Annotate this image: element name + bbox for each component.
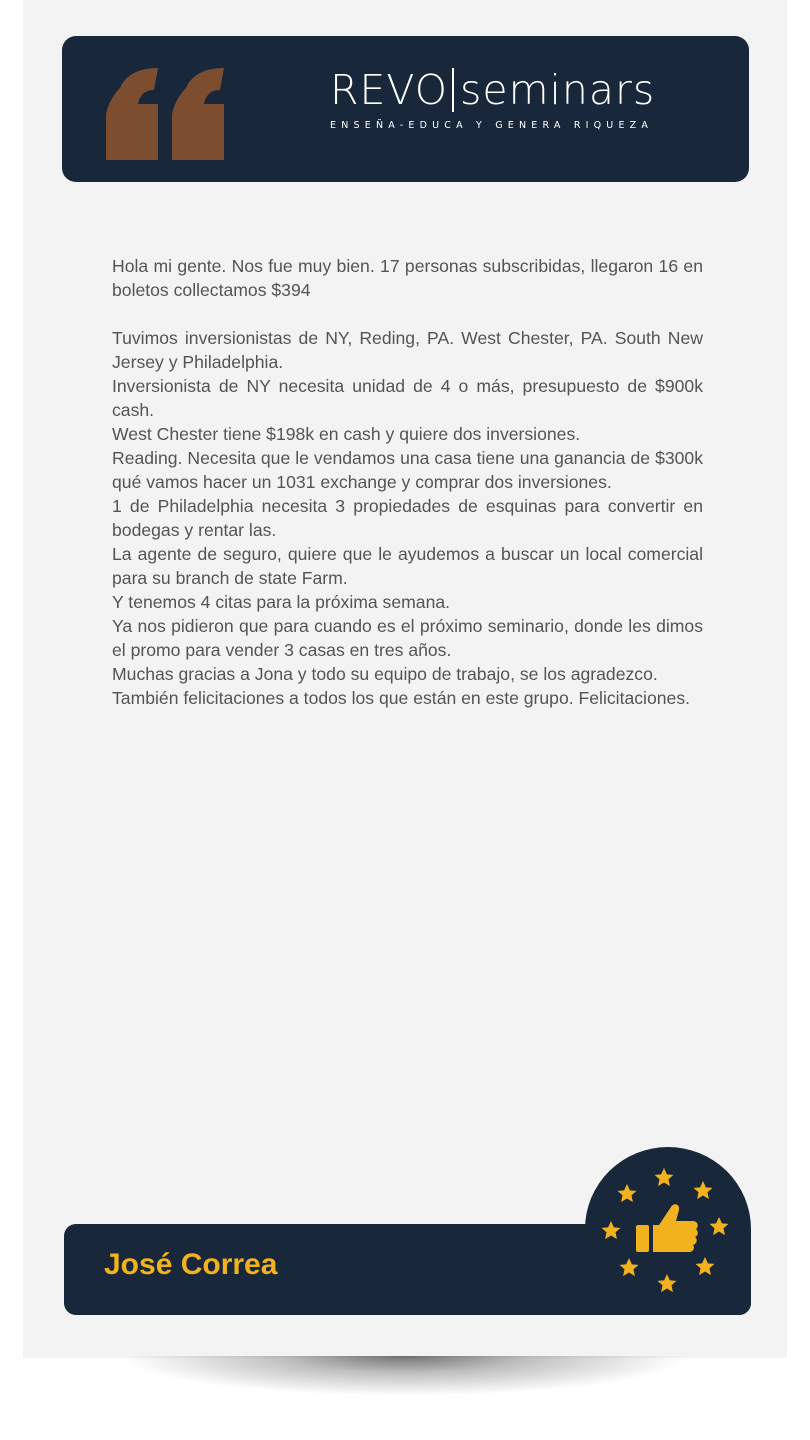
testimonial-intro: Hola mi gente. Nos fue muy bien. 17 personas subscribidas, llegaron 16 en boletos collectamos $394 bbox=[112, 256, 703, 300]
brand-name-right: seminars bbox=[460, 66, 656, 114]
card-shadow bbox=[120, 1356, 690, 1396]
paragraph-gap bbox=[112, 302, 703, 326]
author-name: José Correa bbox=[104, 1248, 278, 1281]
testimonial-paragraph: Inversionista de NY necesita unidad de 4 o más, presupuesto de $900k cash. bbox=[112, 376, 703, 420]
brand-tagline: ENSEÑA-EDUCA Y GENERA RIQUEZA bbox=[330, 120, 654, 131]
brand-name bbox=[330, 66, 710, 114]
testimonial-paragraph: La agente de seguro, quiere que le ayudemos a buscar un local comercial para su branch de state Farm. bbox=[112, 544, 703, 588]
header-banner bbox=[62, 36, 749, 182]
testimonial-paragraph: Reading. Necesita que le vendamos una casa tiene una ganancia de $300k qué vamos hacer un 1031 exchange y comprar dos inversiones. bbox=[112, 448, 703, 492]
testimonial-paragraph: West Chester tiene $198k en cash y quiere dos inversiones. bbox=[112, 424, 581, 444]
quote-icon bbox=[106, 68, 226, 160]
testimonial-text bbox=[112, 254, 703, 710]
thumbs-up-stars-icon bbox=[585, 1147, 751, 1315]
testimonial-paragraph: También felicitaciones a todos los que están en este grupo. Felicitaciones. bbox=[112, 688, 690, 708]
brand-separator bbox=[452, 68, 454, 112]
testimonial-paragraph: Muchas gracias a Jona y todo su equipo de trabajo, se los agradezco. bbox=[112, 664, 658, 684]
brand-name-left: REVO bbox=[330, 66, 448, 114]
testimonial-paragraph: Y tenemos 4 citas para la próxima semana. bbox=[112, 592, 451, 612]
testimonial-paragraph: 1 de Philadelphia necesita 3 propiedades de esquinas para convertir en bodegas y rentar las. bbox=[112, 496, 703, 540]
brand-logo bbox=[330, 66, 710, 131]
testimonial-paragraph: Tuvimos inversionistas de NY, Reding, PA. West Chester, PA. South New Jersey y Philadelphia. bbox=[112, 328, 703, 372]
testimonial-paragraph: Ya nos pidieron que para cuando es el próximo seminario, donde les dimos el promo para vender 3 casas en tres años. bbox=[112, 616, 703, 660]
